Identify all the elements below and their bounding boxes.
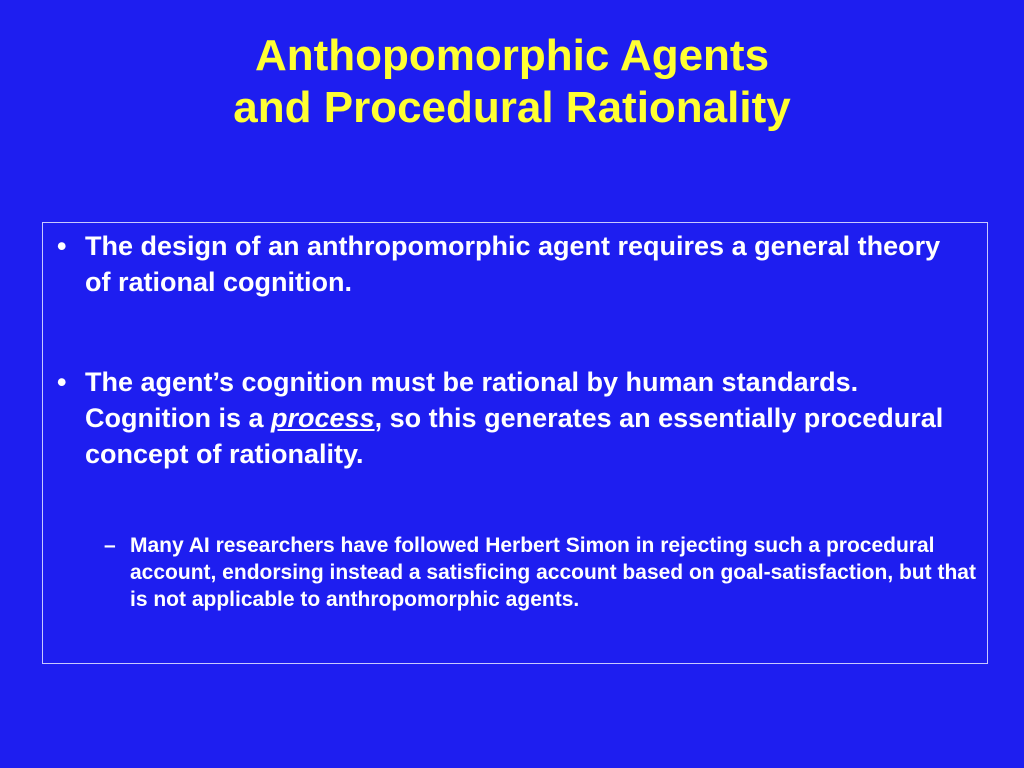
title-line-2: and Procedural Rationality (233, 83, 791, 132)
bullet-text-before: The agent’s cognition must be rational by human standards. Cognition is a (85, 367, 859, 433)
bullet-text-after: , so this generates an essentially procedural concept of rationality. (85, 403, 944, 469)
sub-bullet-marker: – (104, 534, 116, 557)
sub-bullet-text: Many AI researchers have followed Herbert Simon in rejecting such a procedural account, endorsing instead a satisficing account based on goal-satisfaction, but that is not applicable to anthropomorphic agents. (130, 534, 976, 611)
bullet-marker: • (57, 231, 67, 261)
bullet-item-1 (57, 228, 965, 300)
bullet-text: The design of an anthropomorphic agent requires a general theory of rational cognition. (85, 231, 941, 297)
bullet-item-2 (57, 364, 965, 472)
title-line-1: Anthopomorphic Agents (254, 31, 770, 80)
emphasized-word: process (271, 403, 375, 433)
sub-bullet-item (104, 532, 980, 613)
slide-title (0, 30, 1024, 134)
bullet-marker: • (57, 367, 67, 397)
